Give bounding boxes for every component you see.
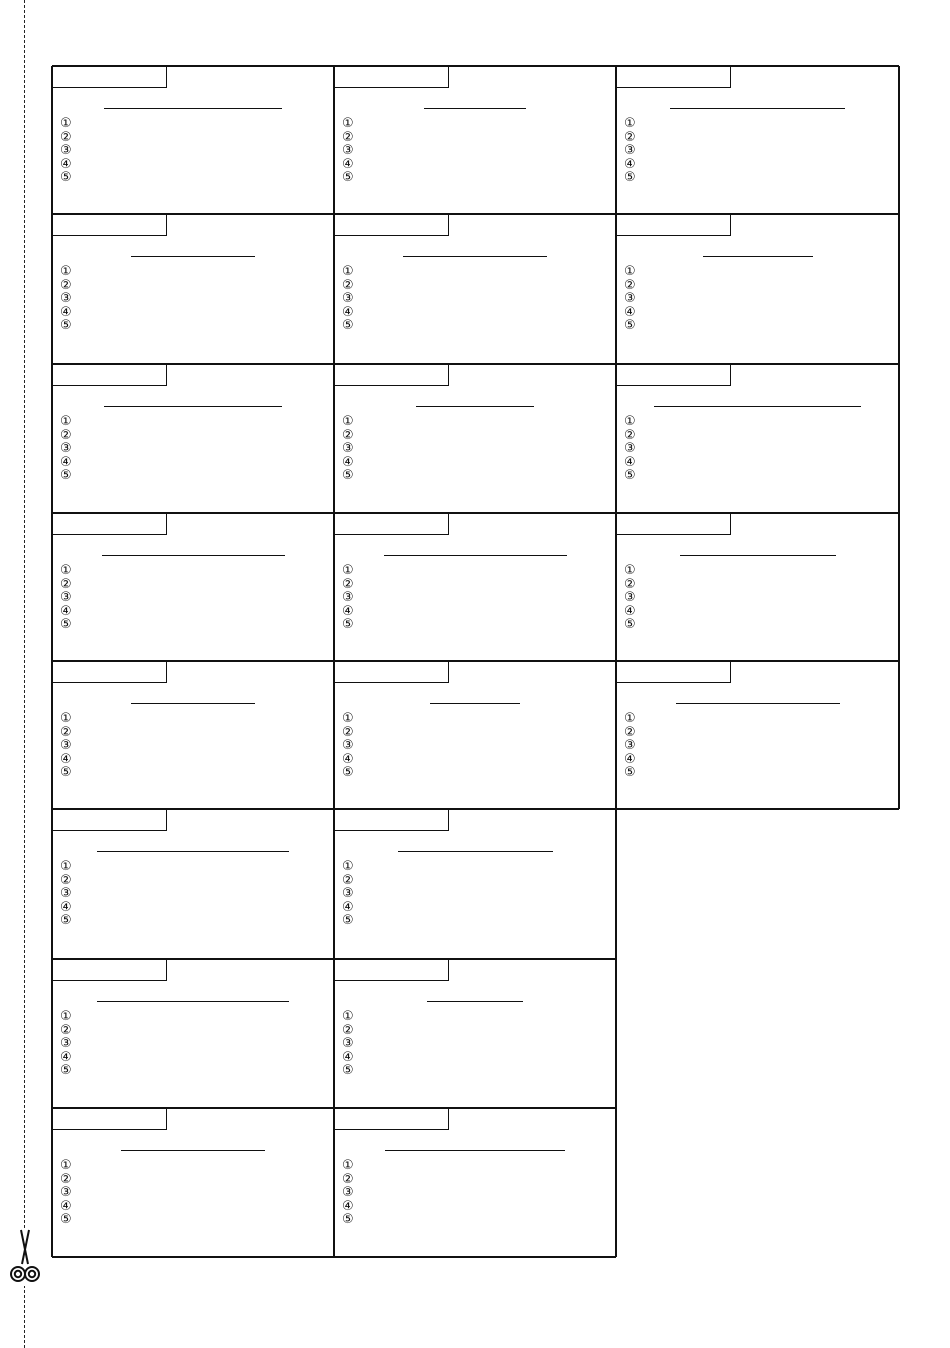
option-marker-2[interactable]: ② — [60, 1022, 72, 1038]
option-marker-4[interactable]: ④ — [60, 751, 72, 767]
title-rule — [424, 108, 526, 109]
title-rule — [97, 851, 289, 852]
question-number-box[interactable] — [52, 661, 167, 683]
option-marker-3[interactable]: ③ — [624, 590, 636, 606]
option-marker-1[interactable]: ① — [624, 563, 636, 578]
answer-card — [52, 661, 334, 809]
option-list — [342, 564, 354, 632]
option-list — [60, 860, 72, 928]
option-marker-2[interactable]: ② — [342, 724, 354, 740]
column-rule — [898, 66, 900, 809]
answer-card — [334, 513, 616, 661]
title-rule — [680, 555, 836, 556]
option-marker-1[interactable]: ① — [342, 414, 354, 429]
answer-card — [616, 214, 899, 364]
option-marker-3[interactable]: ③ — [624, 441, 636, 457]
option-marker-3[interactable]: ③ — [342, 291, 354, 307]
option-list — [60, 117, 72, 185]
option-marker-5[interactable]: ⑤ — [342, 1212, 354, 1228]
option-marker-2[interactable]: ② — [342, 576, 354, 592]
title-rule — [384, 555, 567, 556]
column-rule — [51, 66, 53, 1257]
option-marker-3[interactable]: ③ — [60, 1185, 72, 1201]
option-marker-4[interactable]: ④ — [60, 1198, 72, 1214]
option-marker-2[interactable]: ② — [60, 872, 72, 888]
option-list — [342, 1010, 354, 1078]
question-number-box[interactable] — [334, 1108, 449, 1130]
title-rule — [403, 256, 547, 257]
option-marker-4[interactable]: ④ — [342, 304, 354, 320]
option-marker-5[interactable]: ⑤ — [60, 765, 72, 781]
option-marker-3[interactable]: ③ — [60, 143, 72, 159]
option-marker-5[interactable]: ⑤ — [624, 468, 636, 484]
title-rule — [430, 703, 520, 704]
option-marker-3[interactable]: ③ — [624, 738, 636, 754]
option-marker-5[interactable]: ⑤ — [60, 1063, 72, 1079]
option-list — [342, 1159, 354, 1227]
option-marker-1[interactable]: ① — [60, 264, 72, 279]
option-list — [342, 415, 354, 483]
answer-card — [334, 364, 616, 513]
answer-card — [616, 66, 899, 214]
option-marker-3[interactable]: ③ — [342, 441, 354, 457]
row-rule — [52, 65, 899, 67]
option-marker-4[interactable]: ④ — [60, 454, 72, 470]
option-marker-3[interactable]: ③ — [342, 143, 354, 159]
option-list — [60, 265, 72, 333]
option-marker-1[interactable]: ① — [60, 563, 72, 578]
option-marker-2[interactable]: ② — [60, 277, 72, 293]
question-number-box[interactable] — [334, 809, 449, 831]
answer-card — [52, 364, 334, 513]
option-marker-4[interactable]: ④ — [60, 603, 72, 619]
option-marker-2[interactable]: ② — [342, 1022, 354, 1038]
question-number-box[interactable] — [52, 214, 167, 236]
question-number-box[interactable] — [616, 513, 731, 535]
option-marker-5[interactable]: ⑤ — [624, 170, 636, 186]
question-number-box[interactable] — [334, 959, 449, 981]
option-marker-5[interactable]: ⑤ — [60, 1212, 72, 1228]
option-marker-4[interactable]: ④ — [60, 156, 72, 172]
question-number-box[interactable] — [616, 364, 731, 386]
option-list — [342, 117, 354, 185]
option-marker-2[interactable]: ② — [60, 1171, 72, 1187]
title-rule — [102, 555, 285, 556]
answer-card — [616, 364, 899, 513]
row-rule — [52, 660, 899, 662]
option-marker-3[interactable]: ③ — [60, 590, 72, 606]
option-marker-5[interactable]: ⑤ — [342, 468, 354, 484]
option-marker-4[interactable]: ④ — [342, 1198, 354, 1214]
option-marker-4[interactable]: ④ — [60, 1049, 72, 1065]
option-marker-4[interactable]: ④ — [342, 1049, 354, 1065]
option-marker-5[interactable]: ⑤ — [342, 765, 354, 781]
title-rule — [654, 406, 861, 407]
answer-card — [334, 66, 616, 214]
title-rule — [676, 703, 840, 704]
question-number-box[interactable] — [334, 513, 449, 535]
option-list — [342, 265, 354, 333]
option-marker-5[interactable]: ⑤ — [624, 765, 636, 781]
option-list — [342, 712, 354, 780]
option-marker-1[interactable]: ① — [60, 1158, 72, 1173]
option-marker-1[interactable]: ① — [60, 1009, 72, 1024]
option-marker-5[interactable]: ⑤ — [624, 617, 636, 633]
title-rule — [97, 1001, 289, 1002]
row-rule — [52, 512, 899, 514]
column-rule — [615, 66, 617, 1257]
option-marker-4[interactable]: ④ — [60, 899, 72, 915]
title-rule — [703, 256, 813, 257]
title-rule — [427, 1001, 523, 1002]
column-rule — [333, 66, 335, 1257]
option-marker-5[interactable]: ⑤ — [60, 468, 72, 484]
option-marker-4[interactable]: ④ — [624, 603, 636, 619]
question-number-box[interactable] — [52, 809, 167, 831]
option-marker-2[interactable]: ② — [624, 427, 636, 443]
answer-card — [334, 214, 616, 364]
option-marker-2[interactable]: ② — [624, 576, 636, 592]
option-marker-4[interactable]: ④ — [624, 454, 636, 470]
option-marker-2[interactable]: ② — [60, 129, 72, 145]
option-marker-3[interactable]: ③ — [342, 886, 354, 902]
title-rule — [131, 256, 255, 257]
option-marker-5[interactable]: ⑤ — [624, 318, 636, 334]
question-number-box[interactable] — [334, 364, 449, 386]
option-marker-1[interactable]: ① — [342, 563, 354, 578]
option-marker-3[interactable]: ③ — [342, 738, 354, 754]
answer-card — [616, 513, 899, 661]
answer-card — [616, 661, 899, 809]
option-marker-4[interactable]: ④ — [342, 751, 354, 767]
option-marker-1[interactable]: ① — [60, 711, 72, 726]
option-list — [60, 415, 72, 483]
option-marker-1[interactable]: ① — [342, 859, 354, 874]
option-marker-5[interactable]: ⑤ — [342, 1063, 354, 1079]
question-number-box[interactable] — [334, 661, 449, 683]
option-marker-4[interactable]: ④ — [342, 156, 354, 172]
question-number-box[interactable] — [334, 214, 449, 236]
title-rule — [104, 406, 282, 407]
option-marker-3[interactable]: ③ — [342, 1185, 354, 1201]
answer-card — [334, 1108, 616, 1257]
option-list — [624, 415, 636, 483]
option-marker-4[interactable]: ④ — [624, 751, 636, 767]
title-rule — [385, 1150, 565, 1151]
option-marker-1[interactable]: ① — [342, 1158, 354, 1173]
row-rule — [52, 808, 899, 810]
question-number-box[interactable] — [616, 214, 731, 236]
question-number-box[interactable] — [334, 66, 449, 88]
option-marker-2[interactable]: ② — [342, 277, 354, 293]
option-list — [60, 712, 72, 780]
option-marker-3[interactable]: ③ — [60, 291, 72, 307]
question-number-box[interactable] — [616, 661, 731, 683]
option-marker-1[interactable]: ① — [624, 414, 636, 429]
question-number-box[interactable] — [52, 1108, 167, 1130]
option-marker-4[interactable]: ④ — [624, 156, 636, 172]
option-marker-3[interactable]: ③ — [60, 1036, 72, 1052]
option-marker-1[interactable]: ① — [624, 264, 636, 279]
option-marker-3[interactable]: ③ — [624, 291, 636, 307]
option-marker-1[interactable]: ① — [342, 1009, 354, 1024]
option-marker-2[interactable]: ② — [342, 427, 354, 443]
option-marker-1[interactable]: ① — [624, 711, 636, 726]
option-marker-3[interactable]: ③ — [60, 738, 72, 754]
question-number-box[interactable] — [616, 66, 731, 88]
option-list — [342, 860, 354, 928]
option-marker-2[interactable]: ② — [342, 129, 354, 145]
title-rule — [416, 406, 534, 407]
question-number-box[interactable] — [52, 66, 167, 88]
row-rule — [52, 213, 899, 215]
title-rule — [104, 108, 282, 109]
option-marker-2[interactable]: ② — [624, 129, 636, 145]
option-marker-1[interactable]: ① — [60, 859, 72, 874]
option-marker-1[interactable]: ① — [60, 116, 72, 131]
option-marker-2[interactable]: ② — [60, 724, 72, 740]
option-marker-4[interactable]: ④ — [624, 304, 636, 320]
answer-card — [334, 959, 616, 1108]
option-marker-5[interactable]: ⑤ — [60, 170, 72, 186]
option-marker-1[interactable]: ① — [342, 711, 354, 726]
answer-card — [334, 809, 616, 959]
answer-card — [52, 513, 334, 661]
answer-card — [52, 959, 334, 1108]
option-marker-4[interactable]: ④ — [60, 304, 72, 320]
option-marker-3[interactable]: ③ — [60, 441, 72, 457]
option-list — [624, 712, 636, 780]
option-list — [60, 564, 72, 632]
option-marker-3[interactable]: ③ — [342, 1036, 354, 1052]
title-rule — [121, 1150, 265, 1151]
answer-card — [52, 214, 334, 364]
question-number-box[interactable] — [52, 513, 167, 535]
row-rule — [52, 363, 899, 365]
option-marker-2[interactable]: ② — [60, 576, 72, 592]
option-marker-2[interactable]: ② — [624, 724, 636, 740]
option-marker-3[interactable]: ③ — [624, 143, 636, 159]
option-list — [624, 117, 636, 185]
question-number-box[interactable] — [52, 959, 167, 981]
option-marker-5[interactable]: ⑤ — [342, 318, 354, 334]
option-marker-2[interactable]: ② — [624, 277, 636, 293]
option-marker-1[interactable]: ① — [342, 116, 354, 131]
question-number-box[interactable] — [52, 364, 167, 386]
title-rule — [131, 703, 255, 704]
answer-card — [52, 809, 334, 959]
answer-card — [52, 1108, 334, 1257]
option-marker-5[interactable]: ⑤ — [60, 318, 72, 334]
option-list — [624, 265, 636, 333]
option-marker-5[interactable]: ⑤ — [342, 170, 354, 186]
option-marker-5[interactable]: ⑤ — [60, 913, 72, 929]
option-marker-5[interactable]: ⑤ — [342, 913, 354, 929]
option-marker-3[interactable]: ③ — [60, 886, 72, 902]
option-marker-3[interactable]: ③ — [342, 590, 354, 606]
option-marker-2[interactable]: ② — [342, 872, 354, 888]
option-list — [60, 1159, 72, 1227]
option-marker-2[interactable]: ② — [342, 1171, 354, 1187]
option-marker-4[interactable]: ④ — [342, 899, 354, 915]
answer-card — [52, 66, 334, 214]
title-rule — [670, 108, 845, 109]
answer-card — [334, 661, 616, 809]
option-list — [60, 1010, 72, 1078]
option-marker-4[interactable]: ④ — [342, 603, 354, 619]
option-marker-5[interactable]: ⑤ — [60, 617, 72, 633]
option-marker-4[interactable]: ④ — [342, 454, 354, 470]
option-marker-1[interactable]: ① — [624, 116, 636, 131]
option-marker-1[interactable]: ① — [342, 264, 354, 279]
option-marker-5[interactable]: ⑤ — [342, 617, 354, 633]
option-marker-1[interactable]: ① — [60, 414, 72, 429]
title-rule — [398, 851, 553, 852]
option-list — [624, 564, 636, 632]
option-marker-2[interactable]: ② — [60, 427, 72, 443]
